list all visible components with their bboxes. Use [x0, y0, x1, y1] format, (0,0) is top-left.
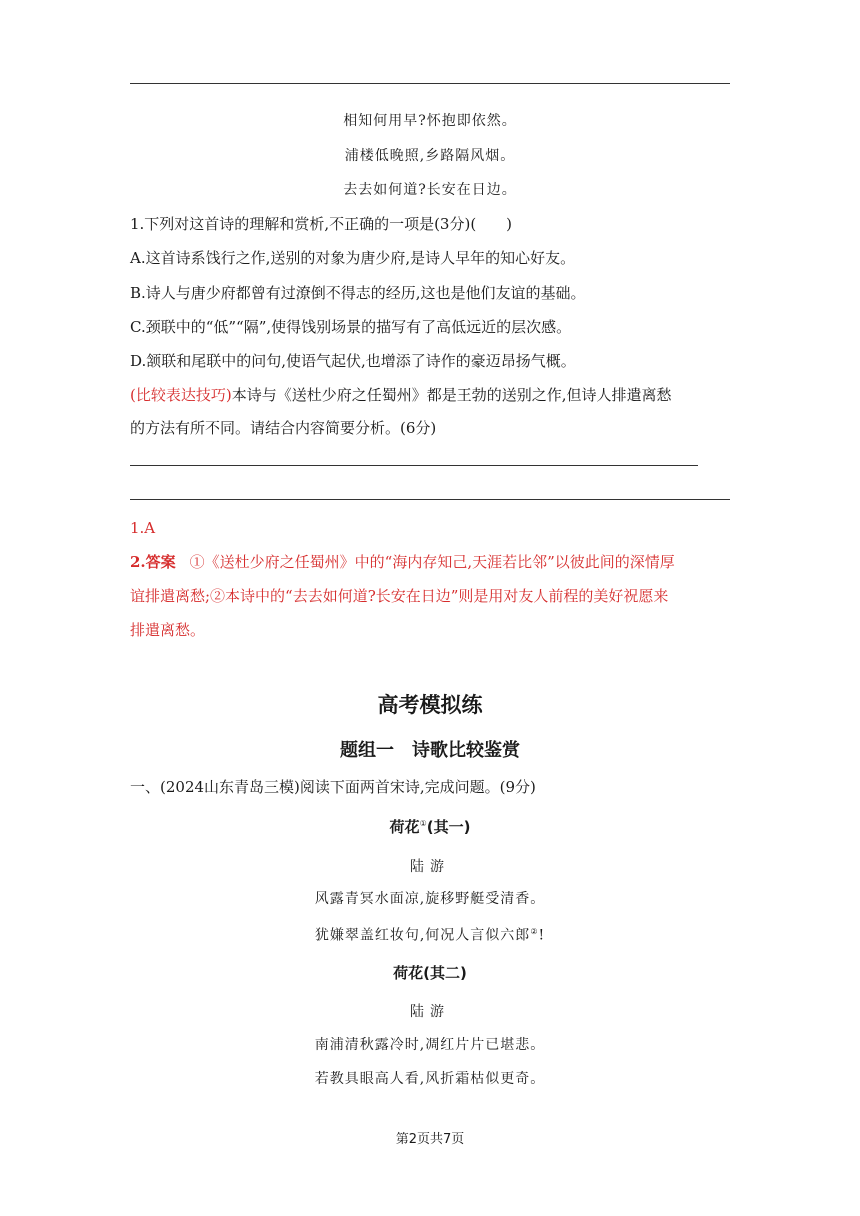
- poem-line: 相知何用早?怀抱即依然。: [343, 113, 517, 129]
- answer-label: 2.答案: [130, 553, 176, 571]
- option-a: A.这首诗系饯行之作,送别的对象为唐少府,是诗人早年的知心好友。: [130, 249, 576, 267]
- poem-line: 风露青冥水面凉,旋移野艇受清香。: [314, 891, 546, 907]
- poem-line: 去去如何道?长安在日边。: [343, 182, 517, 198]
- question-2-text: 本诗与《送杜少府之任蜀州》都是王勃的送别之作,但诗人排遣离愁: [231, 386, 672, 404]
- poem-3-author: 陆游: [410, 1004, 450, 1020]
- poem-line: 若教具眼高人看,风折霜枯似更奇。: [314, 1071, 546, 1087]
- question-2-cont: 的方法有所不同。请结合内容简要分析。(6分): [130, 419, 437, 437]
- question-1: 1.下列对这首诗的理解和赏析,不正确的一项是(3分)( ): [130, 215, 513, 233]
- answer-2-cont: 谊排遣离愁;②本诗中的“去去如何道?长安在日边”则是用对友人前程的美好祝愿来: [130, 587, 669, 605]
- poem-line-text: 犹嫌翠盖红妆句,何况人言似六郎: [314, 927, 531, 944]
- answer-2: [130, 552, 675, 572]
- answer-2-text: ①《送杜少府之任蜀州》中的“海内存知己,天涯若比邻”以彼此间的深情厚: [189, 553, 675, 571]
- section-title: 高考模拟练: [377, 693, 483, 717]
- poem-3-title: 荷花(其二): [393, 964, 467, 982]
- section-intro: 一、(2024山东青岛三模)阅读下面两首宋诗,完成问题。(9分): [130, 778, 536, 796]
- poem-line: 浦楼低晚照,乡路隔风烟。: [344, 148, 516, 164]
- answer-1: 1.A: [130, 519, 156, 537]
- poem-2-title-suffix: (其一): [426, 818, 471, 836]
- poem-line: [0, 922, 860, 946]
- answer-2-end: 排遣离愁。: [130, 621, 206, 639]
- option-c: C.颈联中的“低”“隔”,使得饯别场景的描写有了高低远近的层次感。: [130, 318, 572, 336]
- option-b: B.诗人与唐少府都曾有过潦倒不得志的经历,这也是他们友谊的基础。: [130, 284, 586, 302]
- poem-2-title-text: 荷花: [389, 818, 420, 836]
- poem-line: 南浦清秋露冷时,凋红片片已堪悲。: [314, 1037, 546, 1053]
- divider-rule: [130, 499, 730, 500]
- question-2: [130, 385, 672, 405]
- poem-line-end: !: [538, 927, 546, 944]
- question-tag: (比较表达技巧): [130, 386, 232, 404]
- footnote-mark: ②: [530, 927, 539, 936]
- poem-2-title: [0, 816, 860, 837]
- page-footer: 第2页共7页: [395, 1132, 465, 1147]
- section-subtitle: 题组一 诗歌比较鉴赏: [340, 740, 520, 761]
- answer-blank-line: [130, 465, 698, 466]
- footnote-mark: ①: [419, 819, 427, 828]
- top-rule: [130, 83, 730, 84]
- poem-2-author: 陆游: [410, 859, 450, 875]
- option-d: D.颔联和尾联中的问句,使语气起伏,也增添了诗作的豪迈昂扬气概。: [130, 352, 576, 370]
